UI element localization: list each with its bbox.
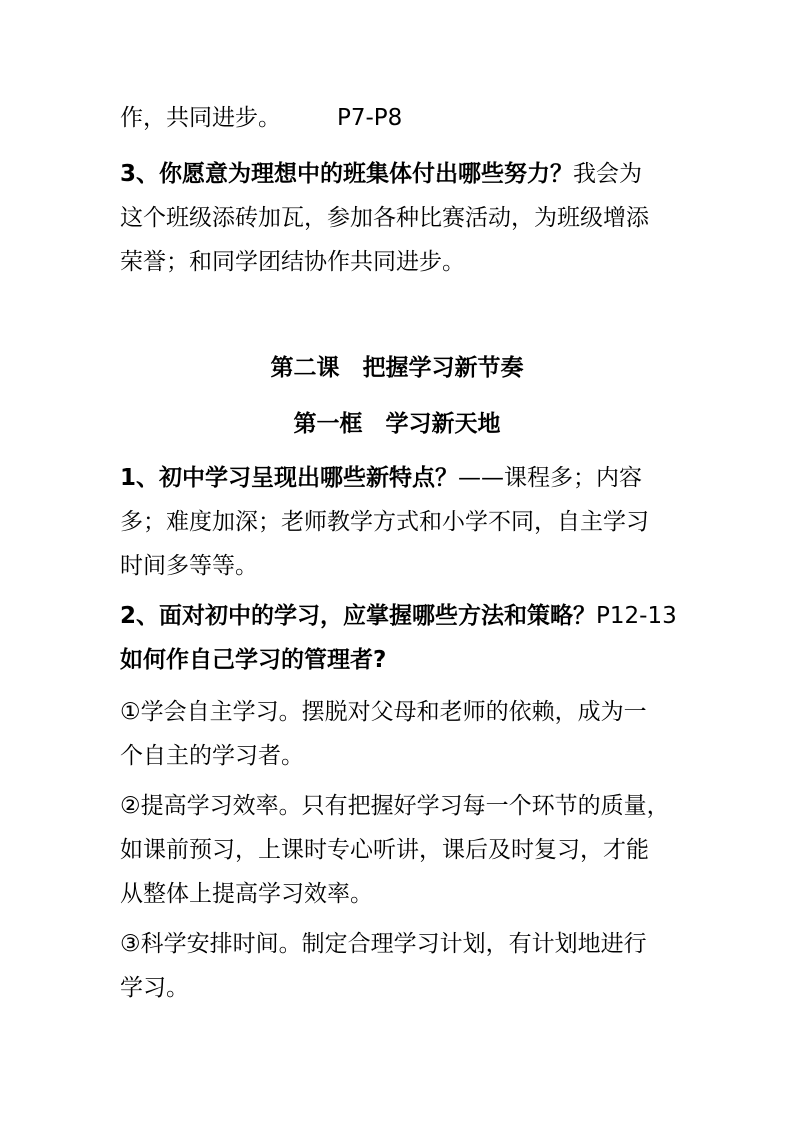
answer-text: ——课程多；内容 bbox=[458, 465, 643, 491]
text-line bbox=[120, 456, 700, 500]
answer-text: 多；难度加深；老师教学方式和小学不同，自主学习 bbox=[120, 509, 649, 535]
text-line bbox=[120, 594, 700, 638]
page-reference: P12-13 bbox=[596, 603, 677, 629]
list-item-2 bbox=[120, 784, 700, 916]
section-title: 第一框 学习新天地 bbox=[293, 411, 501, 437]
text-line: ①学会自主学习。摆脱对父母和老师的依赖，成为一 bbox=[120, 699, 647, 725]
question-3 bbox=[120, 152, 700, 284]
question-text: 1、初中学习呈现出哪些新特点？ bbox=[120, 465, 459, 491]
question-1 bbox=[120, 456, 700, 588]
answer-text: 时间多等等。 bbox=[120, 553, 258, 579]
question-text: 3、你愿意为理想中的班集体付出哪些努力？ bbox=[120, 161, 574, 187]
answer-text: 我会为 bbox=[573, 161, 643, 187]
question-text: 2、面对初中的学习，应掌握哪些方法和策略？ bbox=[120, 603, 597, 629]
answer-text: 这个班级添砖加瓦，参加各种比赛活动，为班级增添 bbox=[120, 205, 649, 231]
page-reference: P7-P8 bbox=[337, 105, 403, 131]
text-line: 如课前预习，上课时专心听讲，课后及时复习，才能 bbox=[120, 837, 649, 863]
text-line: 学习。 bbox=[120, 975, 189, 1001]
text-line: ②提高学习效率。只有把握好学习每一个环节的质量， bbox=[120, 793, 670, 819]
text-line bbox=[120, 96, 700, 140]
text-line: ③科学安排时间。制定合理学习计划，有计划地进行 bbox=[120, 931, 647, 957]
sub-question-text: 如何作自己学习的管理者? bbox=[120, 647, 387, 673]
list-item-3 bbox=[120, 922, 700, 1010]
text: 作，共同进步。 bbox=[120, 105, 281, 131]
list-item-1 bbox=[120, 690, 700, 778]
text-line bbox=[120, 152, 700, 196]
paragraph-continuation bbox=[120, 96, 700, 140]
lesson-title: 第二课 把握学习新节奏 bbox=[270, 355, 524, 381]
answer-text: 荣誉；和同学团结协作共同进步。 bbox=[120, 249, 465, 275]
text-line: 从整体上提高学习效率。 bbox=[120, 881, 373, 907]
question-2 bbox=[120, 594, 700, 682]
text-line: 个自主的学习者。 bbox=[120, 743, 304, 769]
